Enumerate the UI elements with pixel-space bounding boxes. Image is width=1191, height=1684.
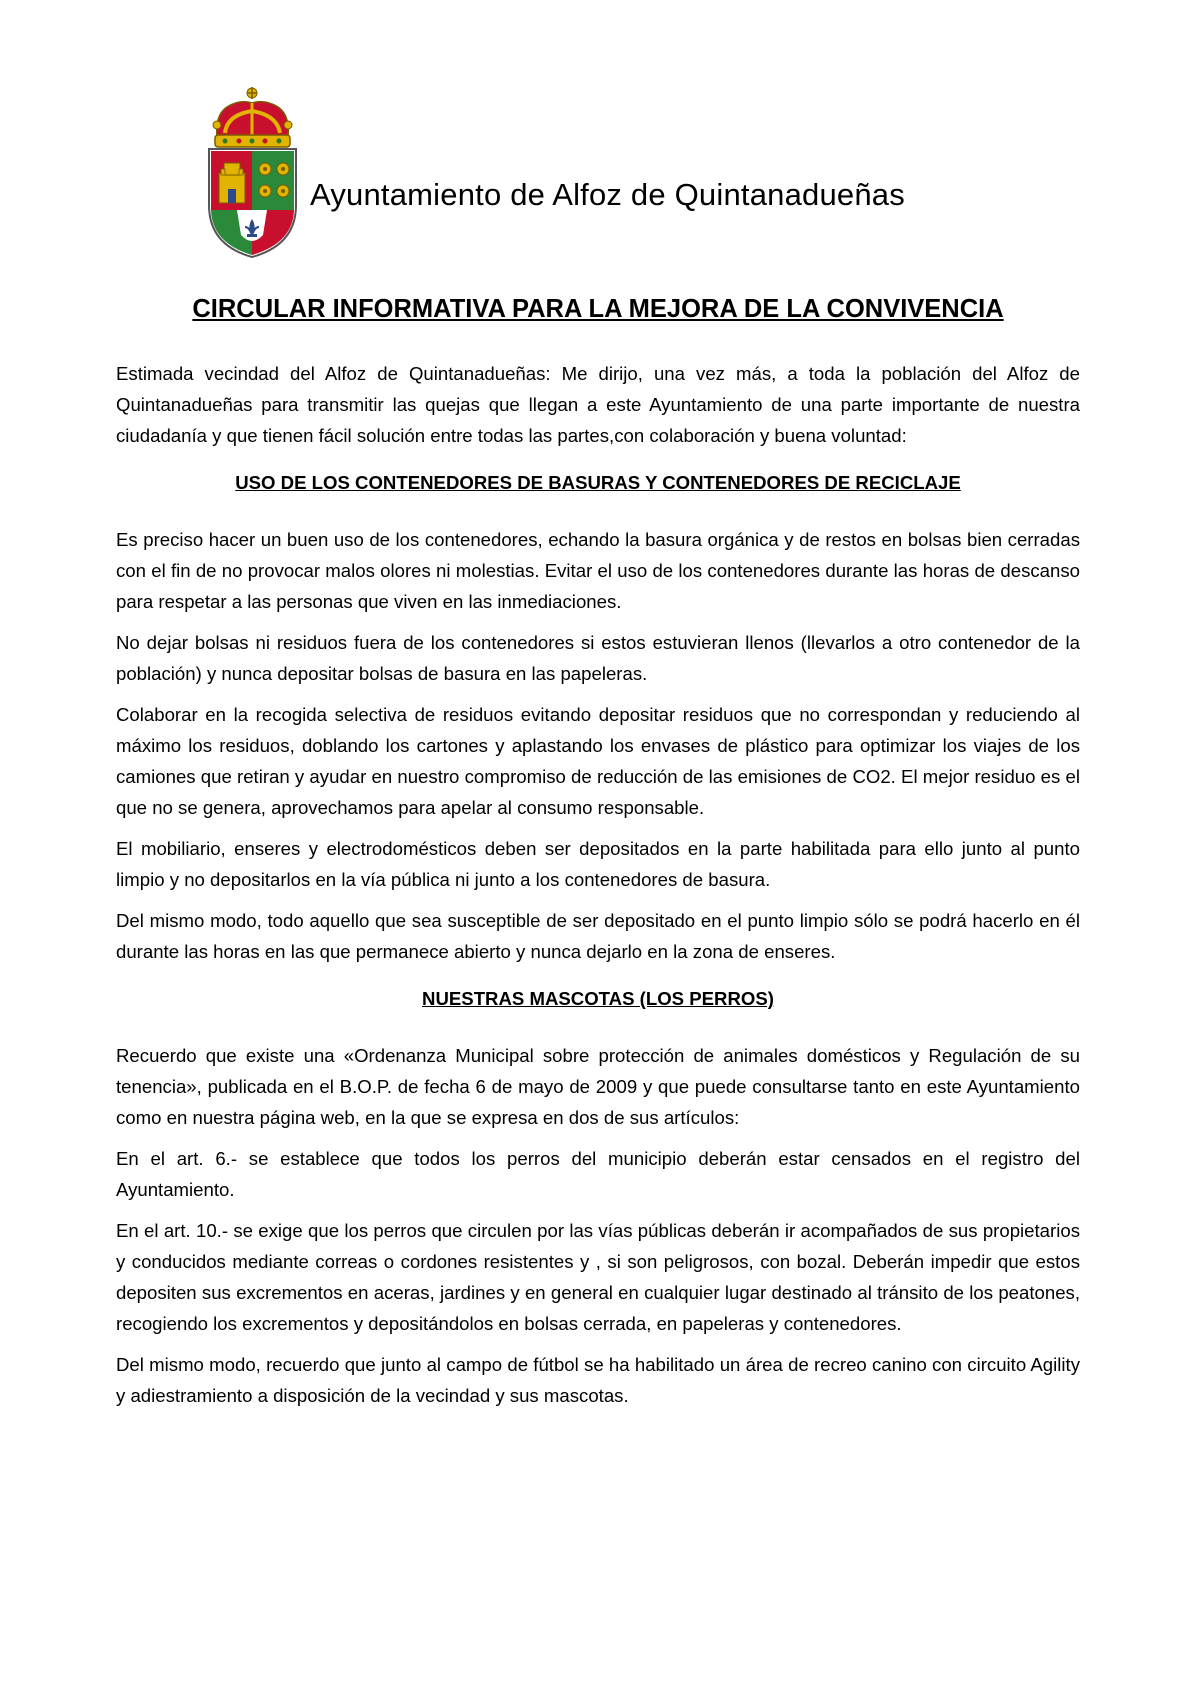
- intro-paragraph: Estimada vecindad del Alfoz de Quintanadueñas: Me dirijo, una vez más, a toda la población del Alfoz de Quintanadueñas para transmitir las quejas que llegan a este Ayuntamiento de una parte importante de nuestra ciudadanía y que tienen fácil solución entre todas las partes,con colaboración y buena voluntad:: [116, 363, 1080, 446]
- document-body: [116, 358, 1080, 1421]
- paragraph: En el art. 10.- se exige que los perros que circulen por las vías públicas deberán ir acompañados de sus propietarios y conducidos mediante correas o cordones resistentes y , si son peligrosos, con bozal. Deberán impedir que estos depositen sus excrementos en aceras, jardines y en general en cualquier lugar destinado al tránsito de los peatones, recogiendo los excrementos y depositándolos en bolsas cerrada, en papeleras y contenedores.: [116, 1220, 1080, 1334]
- letterhead: [205, 85, 1005, 260]
- paragraph: No dejar bolsas ni residuos fuera de los contenedores si estos estuvieran llenos (llevarlos a otro contenedor de la población) y nunca depositar bolsas de basura en las papeleras.: [116, 632, 1080, 684]
- paragraph: El mobiliario, enseres y electrodomésticos deben ser depositados en la parte habilitada para ello junto al punto limpio y no depositarlos en la vía pública ni junto a los contenedores de basura.: [116, 838, 1080, 890]
- paragraph: Del mismo modo, todo aquello que sea susceptible de ser depositado en el punto limpio sólo se podrá hacerlo en él durante las horas en las que permanece abierto y nunca dejarlo en la zona de enseres.: [116, 910, 1080, 962]
- organization-name: Ayuntamiento de Alfoz de Quintanadueñas: [310, 177, 905, 212]
- paragraph: Colaborar en la recogida selectiva de residuos evitando depositar residuos que no correspondan y reduciendo al máximo los residuos, doblando los cartones y aplastando los envases de plástico para optimizar los viajes de los camiones que retiran y ayudar en nuestro compromiso de reducción de las emisiones de CO2. El mejor residuo es el que no se genera, aprovechamos para apelar al consumo responsable.: [116, 704, 1080, 818]
- document-title: CIRCULAR INFORMATIVA PARA LA MEJORA DE LA CONVIVENCIA: [192, 295, 1004, 323]
- section-heading-containers: USO DE LOS CONTENEDORES DE BASURAS Y CONTENEDORES DE RECICLAJE: [235, 472, 961, 493]
- paragraph: Del mismo modo, recuerdo que junto al campo de fútbol se ha habilitado un área de recreo canino con circuito Agility y adiestramiento a disposición de la vecindad y sus mascotas.: [116, 1354, 1080, 1406]
- section-heading-pets: NUESTRAS MASCOTAS (LOS PERROS): [422, 988, 774, 1009]
- paragraph: En el art. 6.- se establece que todos los perros del municipio deberán estar censados en el registro del Ayuntamiento.: [116, 1148, 1080, 1200]
- paragraph: Es preciso hacer un buen uso de los contenedores, echando la basura orgánica y de restos en bolsas bien cerradas con el fin de no provocar malos olores ni molestias. Evitar el uso de los contenedores durante las horas de descanso para respetar a las personas que viven en las inmediaciones.: [116, 529, 1080, 612]
- coat-of-arms-icon: [205, 85, 300, 260]
- paragraph: Recuerdo que existe una «Ordenanza Municipal sobre protección de animales domésticos y Regulación de su tenencia», publicada en el B.O.P. de fecha 6 de mayo de 2009 y que puede consultarse tanto en este Ayuntamiento como en nuestra página web, en la que se expresa en dos de sus artículos:: [116, 1045, 1080, 1128]
